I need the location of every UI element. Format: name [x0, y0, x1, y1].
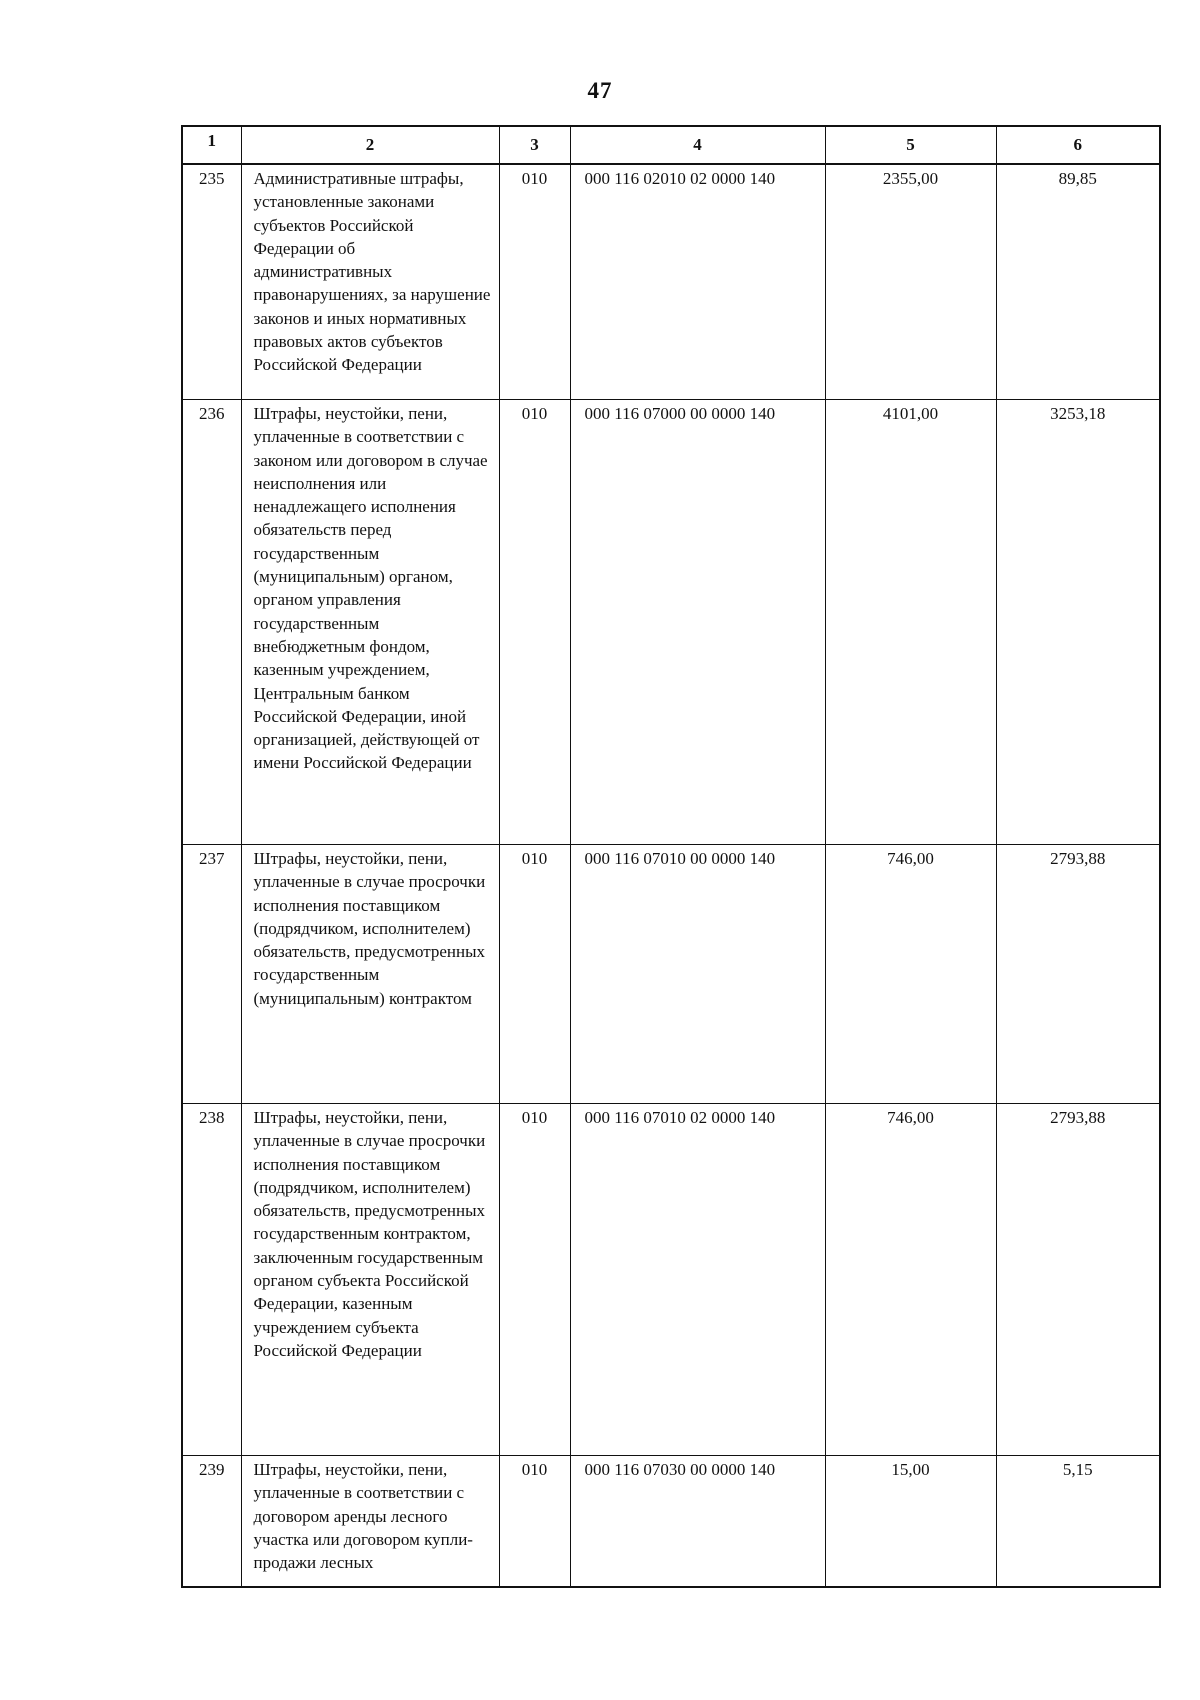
row-value-col6: 2793,88 — [996, 845, 1160, 1104]
row-budget-code: 000 116 07010 02 0000 140 — [570, 1104, 825, 1456]
row-number: 239 — [182, 1456, 241, 1588]
row-number: 237 — [182, 845, 241, 1104]
row-number: 236 — [182, 400, 241, 845]
header-row — [182, 126, 1160, 164]
header-col-3: 3 — [499, 126, 570, 164]
row-description: Штрафы, неустойки, пени, уплаченные в случае просрочки исполнения поставщиком (подрядчиком, исполнителем) обязательств, предусмотренных государственным (муниципальным) контрактом — [241, 845, 499, 1104]
row-admin-code: 010 — [499, 164, 570, 400]
row-value-col5: 4101,00 — [825, 400, 996, 845]
budget-table — [181, 125, 1161, 1588]
row-description: Административные штрафы, установленные законами субъектов Российской Федерации об административных правонарушениях, за нарушение законов и иных нормативных правовых актов субъектов Российской Федерации — [241, 164, 499, 400]
row-value-col5: 2355,00 — [825, 164, 996, 400]
row-value-col6: 89,85 — [996, 164, 1160, 400]
table-header — [182, 126, 1160, 164]
row-value-col6: 5,15 — [996, 1456, 1160, 1588]
row-budget-code: 000 116 07000 00 0000 140 — [570, 400, 825, 845]
row-number: 238 — [182, 1104, 241, 1456]
row-budget-code: 000 116 02010 02 0000 140 — [570, 164, 825, 400]
row-budget-code: 000 116 07010 00 0000 140 — [570, 845, 825, 1104]
row-admin-code: 010 — [499, 400, 570, 845]
row-description: Штрафы, неустойки, пени, уплаченные в случае просрочки исполнения поставщиком (подрядчиком, исполнителем) обязательств, предусмотренных государственным контрактом, заключенным государственным органом субъекта Российской Федерации, казенным учреждением субъекта Российской Федерации — [241, 1104, 499, 1456]
page-number: 47 — [587, 78, 613, 103]
header-col-4: 4 — [570, 126, 825, 164]
row-admin-code: 010 — [499, 845, 570, 1104]
header-col-5: 5 — [825, 126, 996, 164]
table-row — [182, 1104, 1160, 1456]
row-value-col5: 746,00 — [825, 1104, 996, 1456]
row-admin-code: 010 — [499, 1456, 570, 1588]
table-row — [182, 845, 1160, 1104]
table-row — [182, 164, 1160, 400]
table-row — [182, 400, 1160, 845]
table-row — [182, 1456, 1160, 1588]
row-value-col5: 15,00 — [825, 1456, 996, 1588]
row-number: 235 — [182, 164, 241, 400]
row-description: Штрафы, неустойки, пени, уплаченные в соответствии с договором аренды лесного участка или договором купли-продажи лесных — [241, 1456, 499, 1588]
header-col-1: 1 — [182, 126, 241, 164]
row-value-col5: 746,00 — [825, 845, 996, 1104]
row-value-col6: 2793,88 — [996, 1104, 1160, 1456]
header-col-6: 6 — [996, 126, 1160, 164]
header-col-2: 2 — [241, 126, 499, 164]
row-budget-code: 000 116 07030 00 0000 140 — [570, 1456, 825, 1588]
row-description: Штрафы, неустойки, пени, уплаченные в соответствии с законом или договором в случае неисполнения или ненадлежащего исполнения обязательств перед государственным (муниципальным) органом, органом управления государственным внебюджетным фондом, казенным учреждением, Центральным банком Российской Федерации, иной организацией, действующей от имени Российской Федерации — [241, 400, 499, 845]
row-value-col6: 3253,18 — [996, 400, 1160, 845]
row-admin-code: 010 — [499, 1104, 570, 1456]
table-body — [182, 164, 1160, 1587]
